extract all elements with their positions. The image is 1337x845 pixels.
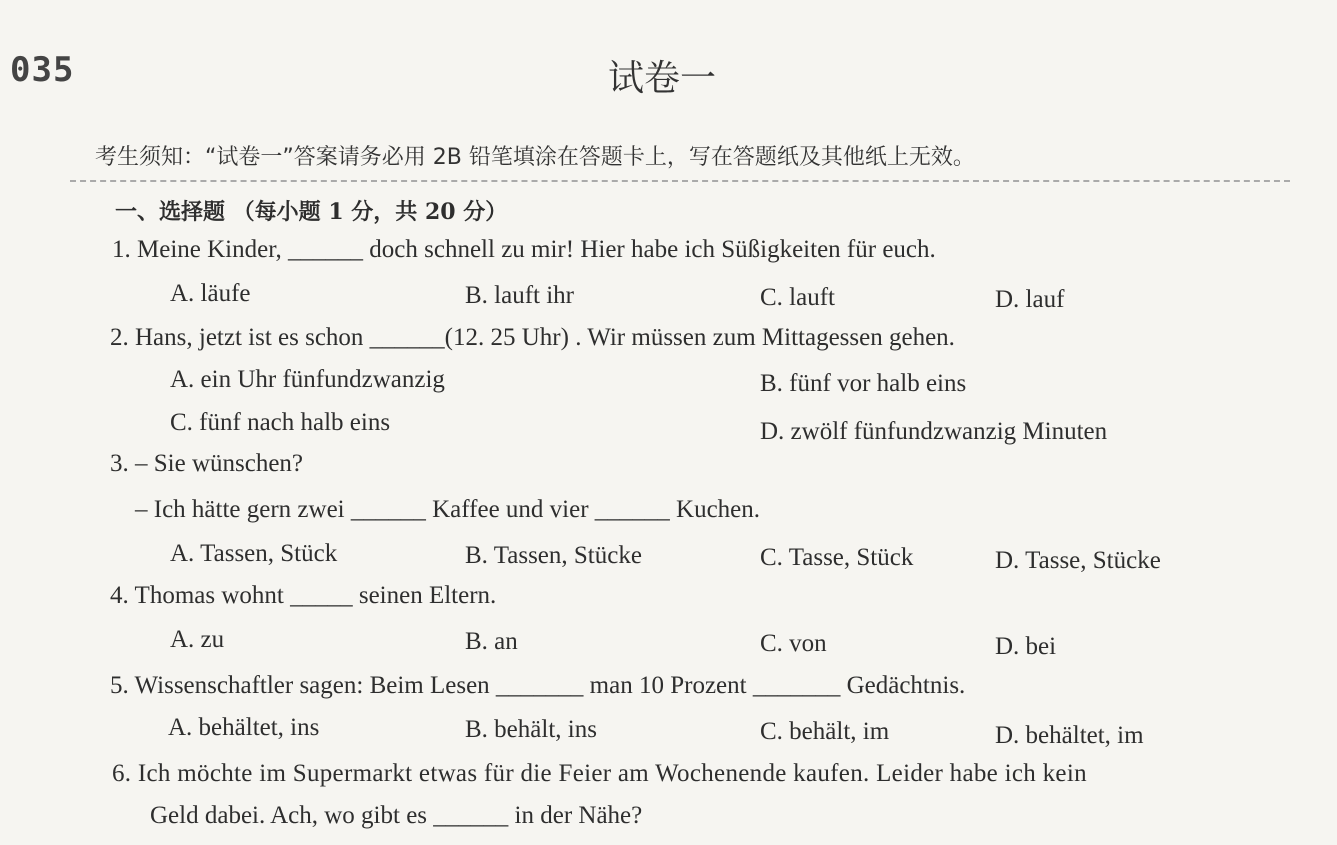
question-3-line2: – Ich hätte gern zwei ______ Kaffee und vier ______ Kuchen. bbox=[135, 496, 761, 523]
option-3d: D. Tasse, Stücke bbox=[995, 547, 1161, 574]
question-5: 5. Wissenschaftler sagen: Beim Lesen _______ man 10 Prozent _______ Gedächtnis. bbox=[110, 672, 966, 699]
option-2a: A. ein Uhr fünfundzwanzig bbox=[170, 366, 445, 393]
option-4d: D. bei bbox=[995, 633, 1057, 660]
option-2b: B. fünf vor halb eins bbox=[760, 370, 967, 397]
option-1b: B. lauft ihr bbox=[465, 282, 575, 309]
option-1c: C. lauft bbox=[760, 284, 835, 311]
exam-notice: 考生须知：“试卷一”答案请务必用 2B 铅笔填涂在答题卡上，写在答题纸及其他纸上无效。 bbox=[95, 145, 975, 170]
option-3c: C. Tasse, Stück bbox=[760, 544, 914, 571]
option-2d: D. zwölf fünfundzwanzig Minuten bbox=[760, 418, 1108, 445]
paper-title: 试卷一 bbox=[608, 58, 717, 99]
question-2: 2. Hans, jetzt ist es schon ______(12. 25 Uhr) . Wir müssen zum Mittagessen gehen. bbox=[110, 324, 955, 351]
question-3: 3. – Sie wünschen? bbox=[110, 450, 304, 477]
question-1: 1. Meine Kinder, ______ doch schnell zu mir! Hier habe ich Süßigkeiten für euch. bbox=[112, 236, 936, 263]
option-4c: C. von bbox=[760, 630, 827, 657]
question-6-line2: Geld dabei. Ach, wo gibt es ______ in der Nähe? bbox=[150, 802, 643, 829]
question-6: 6. Ich möchte im Supermarkt etwas für die Feier am Wochenende kaufen. Leider habe ich kein bbox=[112, 760, 1087, 787]
question-4: 4. Thomas wohnt _____ seinen Eltern. bbox=[110, 582, 497, 609]
option-2c: C. fünf nach halb eins bbox=[170, 409, 391, 436]
divider bbox=[70, 180, 1290, 182]
option-5b: B. behält, ins bbox=[465, 716, 597, 743]
page-code: 035 bbox=[10, 50, 75, 90]
option-1d: D. lauf bbox=[995, 286, 1065, 313]
option-5d: D. behältet, im bbox=[995, 722, 1144, 749]
option-5c: C. behält, im bbox=[760, 718, 890, 745]
option-4b: B. an bbox=[465, 628, 518, 655]
option-5a: A. behältet, ins bbox=[168, 714, 320, 741]
option-3a: A. Tassen, Stück bbox=[170, 540, 338, 567]
option-3b: B. Tassen, Stücke bbox=[465, 542, 642, 569]
option-1a: A. läufe bbox=[170, 280, 251, 307]
section-heading: 一、选择题 （每小题 1 分，共 20 分） bbox=[115, 199, 508, 225]
option-4a: A. zu bbox=[170, 626, 225, 653]
